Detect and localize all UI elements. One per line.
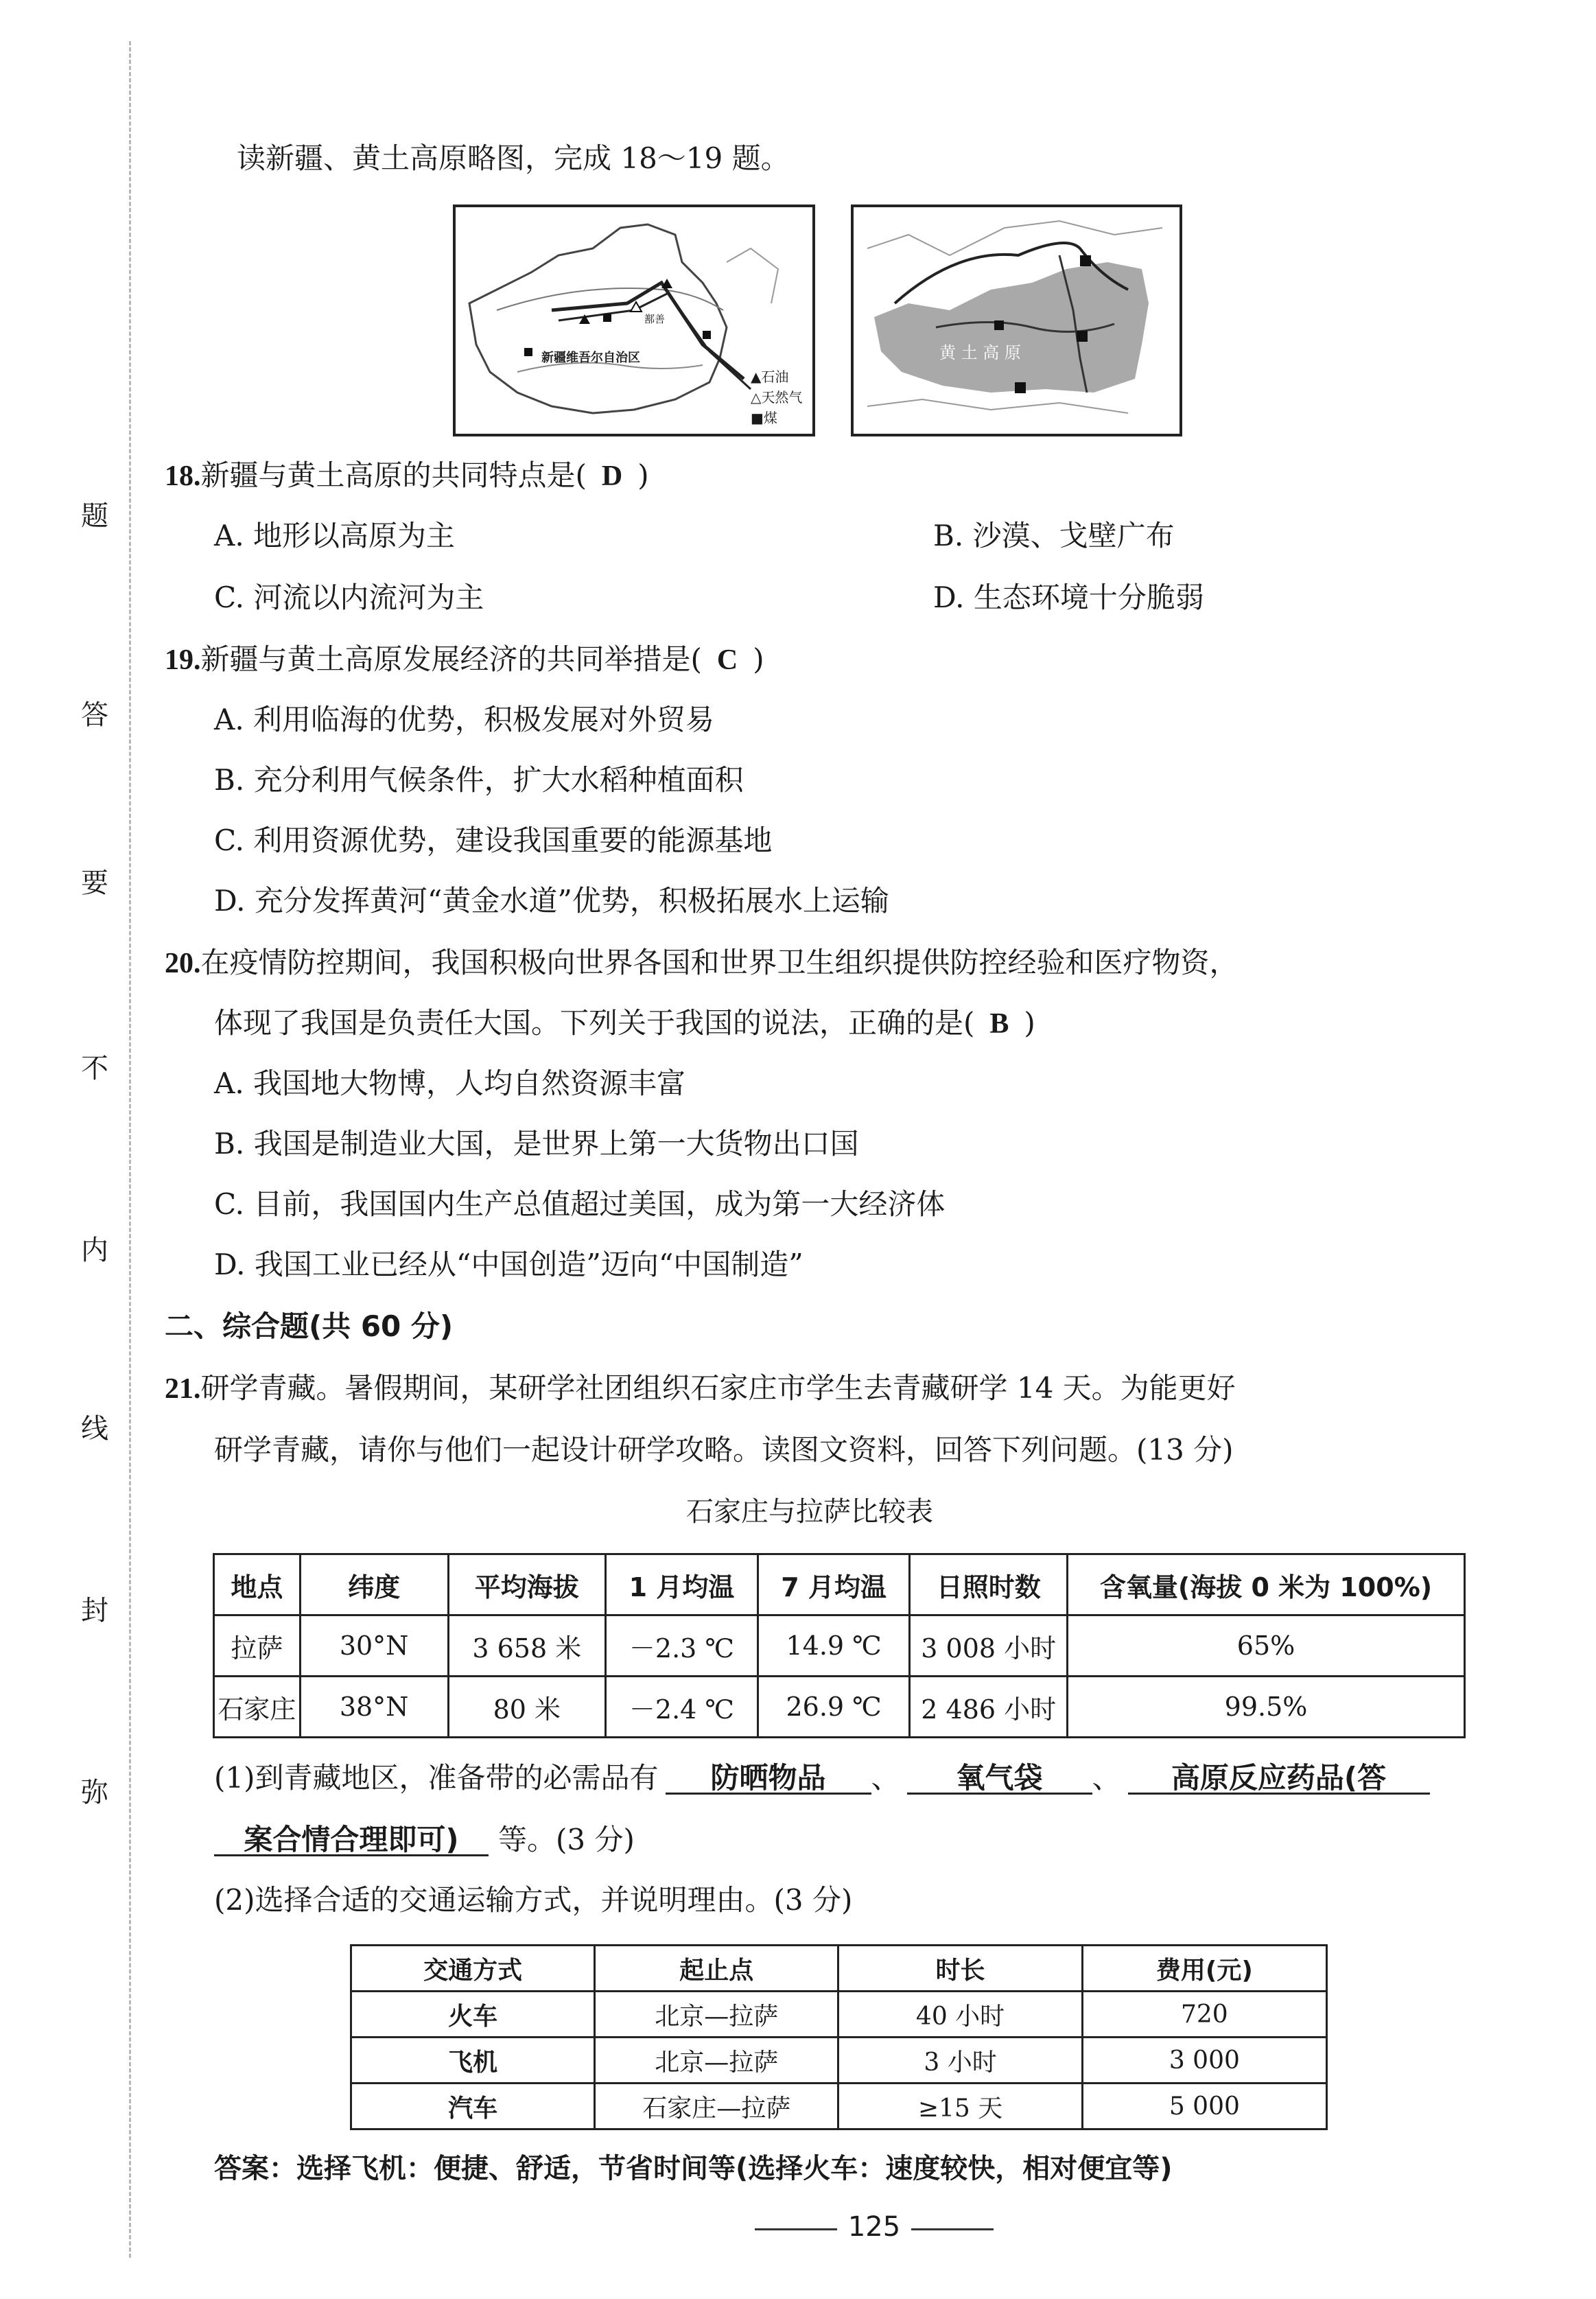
loess-plateau-label: 黄 土 高 原 bbox=[939, 343, 1021, 362]
q20-option-c: C. 目前，我国国内生产总值超过美国，成为第一大经济体 bbox=[214, 1187, 946, 1221]
legend-oil bbox=[751, 366, 802, 387]
margin-char: 不 bbox=[81, 1053, 108, 1084]
table-header-row bbox=[214, 1554, 1465, 1615]
table-title: 石家庄与拉萨比较表 bbox=[686, 1496, 933, 1528]
table-cell: ≥15 天 bbox=[838, 2084, 1082, 2129]
question-number: 20. bbox=[165, 948, 201, 979]
loess-plateau-map bbox=[851, 205, 1182, 436]
table-cell: 3 658 米 bbox=[448, 1615, 606, 1677]
question-number: 18. bbox=[165, 460, 201, 492]
header-cell: 1 月均温 bbox=[606, 1554, 758, 1615]
table-cell: 30°N bbox=[300, 1615, 448, 1677]
header-cell: 日照时数 bbox=[910, 1554, 1068, 1615]
seal-dashed-line bbox=[129, 41, 131, 2258]
header-cell: 时长 bbox=[838, 1946, 1082, 1992]
q21-stem-line2: 研学青藏，请你与他们一起设计研学攻略。读图文资料，回答下列问题。(13 分) bbox=[214, 1433, 1234, 1467]
table-cell: 石家庄—拉萨 bbox=[595, 2084, 838, 2129]
table-cell: 北京—拉萨 bbox=[595, 1992, 838, 2038]
q20-option-d: D. 我国工业已经从“中国创造”迈向“中国制造” bbox=[214, 1248, 803, 1281]
header-cell: 含氧量(海拔 0 米为 100%) bbox=[1068, 1554, 1465, 1615]
answer-blank: 防晒物品 bbox=[666, 1764, 871, 1795]
margin-char: 答 bbox=[81, 699, 108, 731]
table-header-row bbox=[351, 1946, 1327, 1992]
coal-icon: ■ bbox=[751, 410, 764, 426]
q19-option-d: D. 充分发挥黄河“黄金水道”优势，积极拓展水上运输 bbox=[214, 884, 889, 918]
table-cell: 火车 bbox=[351, 1992, 595, 2038]
page-number: 125 bbox=[847, 2211, 901, 2243]
xinjiang-label: 新疆维吾尔自治区 bbox=[541, 351, 640, 365]
stem-text: 在疫情防控期间，我国积极向世界各国和世界卫生组织提供防控经验和医疗物资， bbox=[200, 946, 1239, 979]
table-cell: 2 486 小时 bbox=[910, 1677, 1068, 1738]
comparison-table bbox=[213, 1553, 1466, 1738]
legend-coal bbox=[751, 408, 802, 428]
table-cell: 3 小时 bbox=[838, 2038, 1082, 2084]
paren: ) bbox=[753, 642, 764, 676]
question-number: 21. bbox=[165, 1373, 201, 1405]
q21-stem-line1 bbox=[165, 1371, 1236, 1405]
table-cell: 26.9 ℃ bbox=[758, 1677, 910, 1738]
q19-option-b: B. 充分利用气候条件，扩大水稻种植面积 bbox=[214, 763, 744, 797]
header-cell: 交通方式 bbox=[351, 1946, 595, 1992]
table-cell: －2.3 ℃ bbox=[606, 1615, 758, 1677]
table-row bbox=[214, 1677, 1465, 1738]
stem-text: 研学青藏。暑假期间，某研学社团组织石家庄市学生去青藏研学 14 天。为能更好 bbox=[200, 1371, 1236, 1405]
city-label: 鄯善 bbox=[644, 313, 666, 325]
q21-part2: (2)选择合适的交通运输方式，并说明理由。(3 分) bbox=[214, 1883, 853, 1917]
table-cell: 80 米 bbox=[448, 1677, 606, 1738]
table-cell: 5 000 bbox=[1082, 2084, 1326, 2129]
page-number-rule-right bbox=[911, 2228, 994, 2230]
paren: ) bbox=[1024, 1006, 1035, 1040]
q21-part1-line1 bbox=[214, 1761, 1430, 1795]
intro-text: 读新疆、黄土高原略图，完成 18～19 题。 bbox=[237, 141, 790, 175]
section-heading: 二、综合题(共 60 分) bbox=[165, 1309, 454, 1343]
stem-text: 新疆与黄土高原的共同特点是( bbox=[200, 458, 587, 492]
q18-stem bbox=[165, 458, 649, 492]
separator: 、 bbox=[1092, 1761, 1121, 1795]
header-cell: 费用(元) bbox=[1082, 1946, 1326, 1992]
table-cell: 汽车 bbox=[351, 2084, 595, 2129]
q20-stem-line1 bbox=[165, 948, 1239, 978]
stem-text: 体现了我国是负责任大国。下列关于我国的说法，正确的是( bbox=[214, 1006, 975, 1040]
table-cell: 3 000 bbox=[1082, 2038, 1326, 2084]
separator: 、 bbox=[871, 1761, 900, 1795]
margin-char: 封 bbox=[81, 1595, 108, 1626]
table-cell: 14.9 ℃ bbox=[758, 1615, 910, 1677]
q18-option-d: D. 生态环境十分脆弱 bbox=[933, 581, 1204, 614]
legend-label: 煤 bbox=[763, 410, 777, 426]
table-cell: 北京—拉萨 bbox=[595, 2038, 838, 2084]
q18-option-b: B. 沙漠、戈壁广布 bbox=[933, 519, 1175, 552]
table-cell: 65% bbox=[1068, 1615, 1465, 1677]
margin-char: 弥 bbox=[81, 1777, 108, 1808]
table-row bbox=[214, 1615, 1465, 1677]
q19-option-a: A. 利用临海的优势，积极发展对外贸易 bbox=[214, 703, 715, 736]
oil-icon: ▲ bbox=[751, 369, 762, 385]
answer-letter: B bbox=[989, 1008, 1009, 1040]
transport-table bbox=[350, 1944, 1328, 2130]
q21-part1-line2 bbox=[214, 1825, 635, 1856]
table-row bbox=[351, 2084, 1327, 2129]
header-cell: 7 月均温 bbox=[758, 1554, 910, 1615]
q19-stem bbox=[165, 642, 764, 676]
q18-option-a: A. 地形以高原为主 bbox=[214, 519, 456, 552]
loess-map-drawing bbox=[854, 207, 1180, 434]
table-row bbox=[351, 1992, 1327, 2038]
answer-letter: D bbox=[601, 460, 623, 492]
stem-text: 新疆与黄土高原发展经济的共同举措是( bbox=[200, 642, 702, 676]
margin-char: 线 bbox=[81, 1413, 108, 1445]
margin-char: 内 bbox=[81, 1235, 108, 1266]
part1-prefix: (1)到青藏地区，准备带的必需品有 bbox=[214, 1761, 659, 1795]
legend-gas bbox=[751, 387, 802, 408]
table-cell: －2.4 ℃ bbox=[606, 1677, 758, 1738]
table-cell: 38°N bbox=[300, 1677, 448, 1738]
table-cell: 拉萨 bbox=[214, 1615, 301, 1677]
margin-char: 题 bbox=[81, 500, 108, 532]
q20-stem-line2 bbox=[214, 1006, 1035, 1040]
table-row bbox=[351, 2038, 1327, 2084]
gas-icon: △ bbox=[751, 389, 762, 406]
header-cell: 地点 bbox=[214, 1554, 301, 1615]
header-cell: 纬度 bbox=[300, 1554, 448, 1615]
table-cell: 石家庄 bbox=[214, 1677, 301, 1738]
header-cell: 起止点 bbox=[595, 1946, 838, 1992]
legend-label: 石油 bbox=[761, 369, 789, 385]
table-cell: 3 008 小时 bbox=[910, 1615, 1068, 1677]
table-cell: 40 小时 bbox=[838, 1992, 1082, 2038]
answer-letter: C bbox=[716, 644, 738, 676]
xinjiang-map bbox=[453, 205, 815, 436]
legend-label: 天然气 bbox=[761, 389, 803, 406]
part1-suffix: 等。(3 分) bbox=[498, 1823, 635, 1856]
map-legend bbox=[751, 366, 802, 428]
q19-option-c: C. 利用资源优势，建设我国重要的能源基地 bbox=[214, 824, 773, 857]
header-cell: 平均海拔 bbox=[448, 1554, 606, 1615]
table-cell: 飞机 bbox=[351, 2038, 595, 2084]
answer-blank: 氧气袋 bbox=[907, 1764, 1092, 1795]
part2-answer: 答案：选择飞机：便捷、舒适，节省时间等(选择火车：速度较快，相对便宜等) bbox=[214, 2153, 1173, 2184]
page-number-rule-left bbox=[755, 2228, 837, 2230]
answer-blank: 高原反应药品(答 bbox=[1128, 1764, 1430, 1795]
q18-option-c: C. 河流以内流河为主 bbox=[214, 581, 484, 614]
table-cell: 720 bbox=[1082, 1992, 1326, 2038]
table-cell: 99.5% bbox=[1068, 1677, 1465, 1738]
question-number: 19. bbox=[165, 644, 201, 676]
q20-option-b: B. 我国是制造业大国，是世界上第一大货物出口国 bbox=[214, 1127, 859, 1160]
q20-option-a: A. 我国地大物博，人均自然资源丰富 bbox=[214, 1066, 686, 1100]
answer-blank: 案合情合理即可) bbox=[214, 1825, 489, 1856]
paren: ) bbox=[637, 458, 649, 492]
margin-char: 要 bbox=[81, 867, 108, 899]
